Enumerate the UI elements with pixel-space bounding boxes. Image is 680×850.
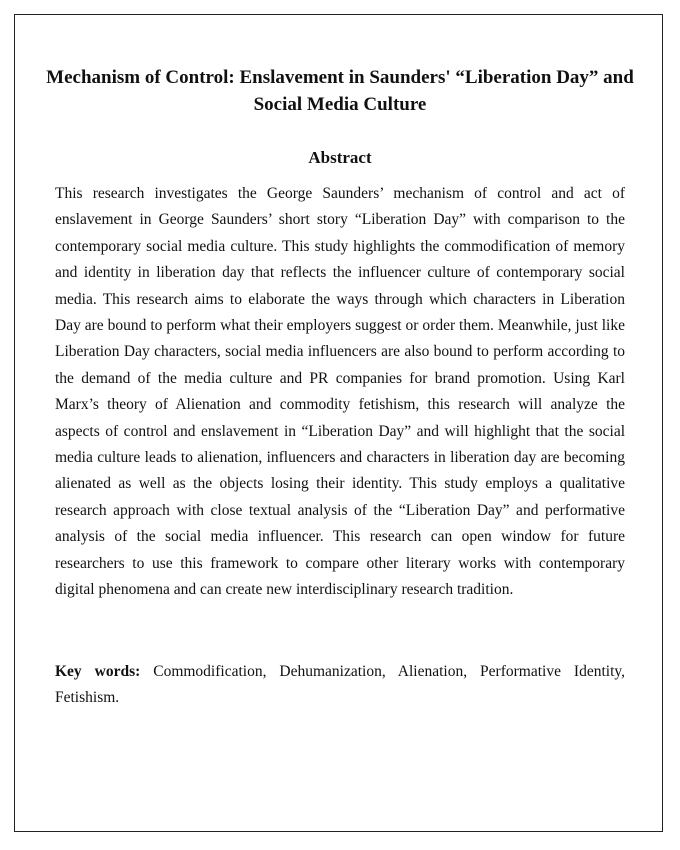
- keywords-list: Commodification, Dehumanization, Alienation, Performative Identity, Fetishism.: [55, 663, 626, 707]
- keywords-label: Key words:: [55, 663, 141, 680]
- abstract-heading: Abstract: [308, 148, 372, 167]
- paper-title: Mechanism of Control: Enslavement in Saunders' “Liberation Day” and Social Media Culture: [46, 67, 634, 115]
- abstract-body: This research investigates the George Saunders’ mechanism of control and act of enslavement in George Saunders’ short story “Liberation Day” with comparison to the contemporary social media culture. This study highlights the commodification of memory and identity in liberation day that reflects the influencer culture of contemporary social media. This research aims to elaborate the ways through which characters in Liberation Day are bound to perform what their employers suggest or order them. Meanwhile, just like Liberation Day characters, social media influencers are also bound to perform according to the demand of the media culture and PR companies for brand promotion. Using Karl Marx’s theory of Alienation and commodity fetishism, this research will analyze the aspects of control and enslavement in “Liberation Day” and will highlight that the social media culture leads to alienation, influencers and characters in liberation day are becoming alienated as well as the objects losing their identity. This study employs a qualitative research approach with close textual analysis of the “Liberation Day” and performative analysis of the social media influencer. This research can open window for future researchers to use this framework to compare other literary works with contemporary digital phenomena and can create new interdisciplinary research tradition.: [55, 185, 625, 599]
- keywords-line: [55, 659, 625, 712]
